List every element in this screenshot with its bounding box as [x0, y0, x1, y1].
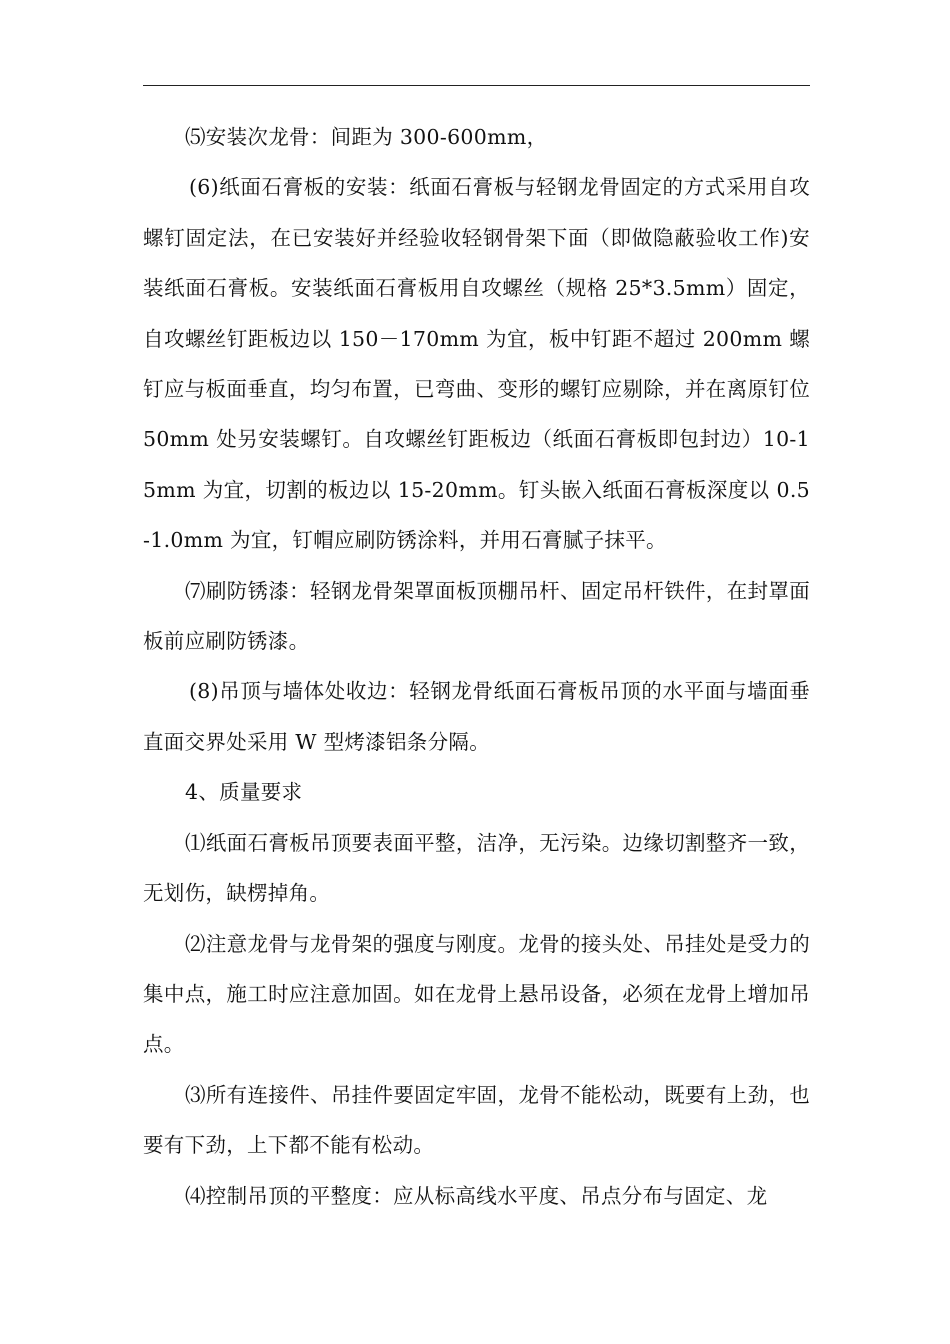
paragraph-step-6-gypsum-board: (6)纸面石膏板的安装：纸面石膏板与轻钢龙骨固定的方式采用自攻螺钉固定法，在已安装好并经验收轻钢骨架下面（即做隐蔽验收工作)安装纸面石膏板。安装纸面石膏板用自攻螺丝（规格 25*3.5mm）固定，自攻螺丝钉距板边以 150－170mm 为宜，板中钉距不超过 200mm 螺钉应与板面垂直，均匀布置，已弯曲、变形的螺钉应剔除，并在离原钉位 50mm 处另安装螺钉。自攻螺丝钉距板边（纸面石膏板即包封边）10-15mm 为宜，切割的板边以 15-20mm。钉头嵌入纸面石膏板深度以 0.5-1.0mm 为宜，钉帽应刷防锈涂料，并用石膏腻子抹平。 [143, 175, 810, 553]
header-rule [143, 85, 810, 86]
document-body [143, 112, 810, 1221]
paragraph-step-8-edge-finishing: (8)吊顶与墙体处收边：轻钢龙骨纸面石膏板吊顶的水平面与墙面垂直面交界处采用 W 型烤漆铝条分隔。 [143, 679, 810, 754]
paragraph-step-7-antirust-paint: ⑺刷防锈漆：轻钢龙骨架罩面板顶棚吊杆、固定吊杆铁件，在封罩面板前应刷防锈漆。 [143, 578, 810, 654]
paragraph-quality-4: ⑷控制吊顶的平整度：应从标高线水平度、吊点分布与固定、龙 [185, 1183, 768, 1208]
paragraph-step-5-secondary-keel: ⑸安装次龙骨：间距为 300-600mm， [185, 125, 548, 149]
paragraph-quality-2: ⑵注意龙骨与龙骨架的强度与刚度。龙骨的接头处、吊挂处是受力的集中点，施工时应注意加固。如在龙骨上悬吊设备，必须在龙骨上增加吊点。 [143, 931, 810, 1057]
section-heading-quality: 4、质量要求 [185, 780, 303, 805]
paragraph-quality-3: ⑶所有连接件、吊挂件要固定牢固，龙骨不能松动，既要有上劲，也要有下劲，上下都不能有松动。 [143, 1082, 810, 1158]
paragraph-quality-1: ⑴纸面石膏板吊顶要表面平整，洁净，无污染。边缘切割整齐一致，无划伤，缺楞掉角。 [143, 830, 810, 906]
